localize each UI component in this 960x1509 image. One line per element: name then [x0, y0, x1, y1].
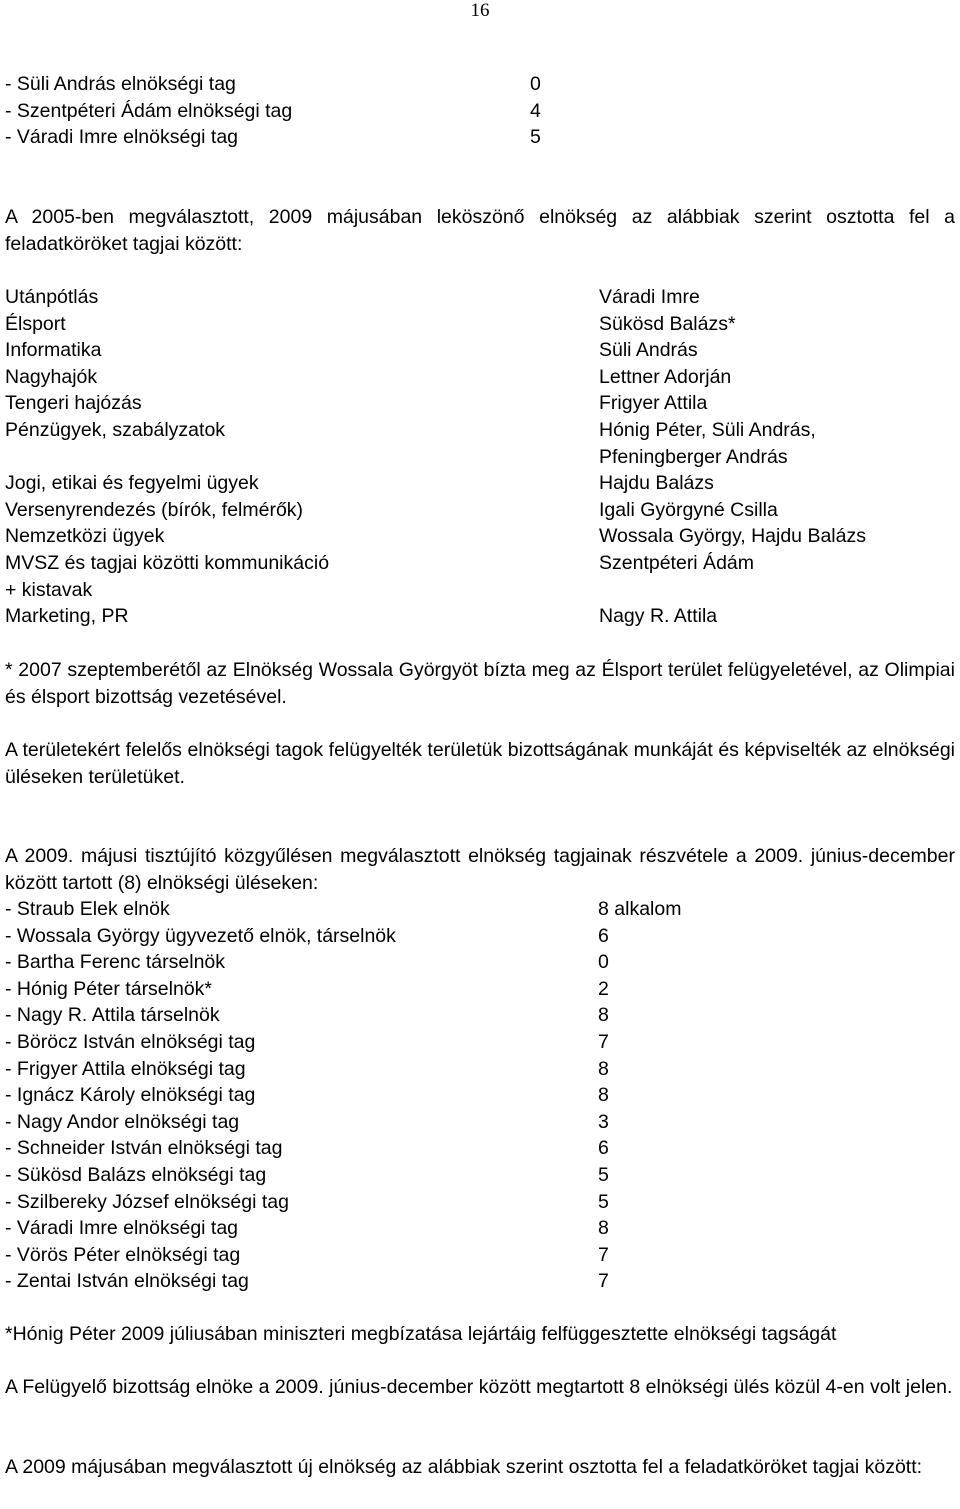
duty-person: Szentpéteri Ádám [599, 551, 755, 574]
duty-area [5, 444, 599, 471]
list-item [5, 1215, 955, 1242]
duty-person: Igali Györgyné Csilla [599, 498, 778, 521]
duty-area: MVSZ és tagjai közötti kommunikáció [5, 551, 330, 574]
member-name: - Hónig Péter társelnök* [5, 977, 213, 1000]
duty-area: Nagyhajók [5, 365, 98, 388]
duty-area: Informatika [5, 339, 102, 362]
list-item [5, 124, 955, 151]
table-row [5, 364, 955, 391]
attendance-count: 6 [598, 924, 609, 947]
table-row [5, 337, 955, 364]
list-item [5, 98, 955, 125]
list-item [5, 71, 955, 98]
list-item [5, 1189, 955, 1216]
attendance-count: 8 alkalom [598, 898, 682, 920]
member-name: - Süli András elnökségi tag [5, 73, 236, 95]
list-item [5, 976, 955, 1003]
duty-area: + kistavak [5, 578, 93, 601]
attendance-list [5, 896, 955, 1295]
member-name: - Böröcz István elnökségi tag [5, 1030, 256, 1053]
table-row [5, 497, 955, 524]
duty-area: Marketing, PR [5, 605, 129, 628]
list-item [5, 1002, 955, 1029]
list-item [5, 1162, 955, 1189]
table-row [5, 550, 955, 577]
attendance-count: 8 [598, 1057, 609, 1080]
attendance-count: 8 [598, 1004, 609, 1027]
member-name: - Schneider István elnökségi tag [5, 1137, 283, 1160]
member-name: - Vörös Péter elnökségi tag [5, 1243, 241, 1266]
member-name: - Wossala György ügyvezető elnök, társelnök [5, 924, 396, 947]
vote-count: 5 [530, 126, 541, 149]
attendance-count: 5 [598, 1163, 609, 1186]
attendance-count: 6 [598, 1137, 609, 1160]
attendance-count: 8 [598, 1217, 609, 1240]
duty-person: Pfeningberger András [599, 445, 788, 468]
table-row [5, 577, 955, 604]
list-item [5, 1056, 955, 1083]
paragraph-new-board: A 2009 májusában megválasztott új elnökség az alábbiak szerint osztotta fel a feladatköröket tagjai között: [5, 1456, 923, 1478]
member-name: - Váradi Imre elnökségi tag [5, 126, 239, 149]
member-name: - Zentai István elnökségi tag [5, 1270, 249, 1293]
list-item [5, 1242, 955, 1269]
duty-person: Hónig Péter, Süli András, [599, 418, 816, 441]
member-name: - Nagy R. Attila társelnök [5, 1004, 220, 1027]
attendance-count: 7 [598, 1270, 609, 1293]
list-item [5, 1082, 955, 1109]
member-name: - Bartha Ferenc társelnök [5, 951, 226, 974]
duty-area: Pénzügyek, szabályzatok [5, 418, 226, 441]
paragraph-2009: A 2009. májusi tisztújító közgyűlésen megválasztott elnökség tagjainak részvétele a 2009. június-december között tartott (8) elnökségi üléseken: [5, 845, 955, 894]
paragraph-areas: A területekért felelős elnökségi tagok felügyelték területük bizottságának munkáját és képviselték az elnökségi üléseken területüket. [5, 739, 955, 788]
duties-table [5, 284, 955, 630]
vote-count: 4 [530, 99, 541, 122]
duty-area: Nemzetközi ügyek [5, 525, 165, 548]
note-2007: * 2007 szeptemberétől az Elnökség Wossala Györgyöt bízta meg az Élsport terület felügyeletével, az Olimpiai és élsport bizottság vezetésével. [5, 659, 955, 708]
list-item [5, 896, 955, 923]
paragraph-2005: A 2005-ben megválasztott, 2009 májusában leköszönő elnökség az alábbiak szerint osztotta fel a feladatköröket tagjai között: [5, 206, 955, 255]
member-name: - Straub Elek elnök [5, 898, 170, 920]
attendance-count: 7 [598, 1243, 609, 1266]
list-item [5, 1268, 955, 1295]
attendance-count: 8 [598, 1084, 609, 1107]
table-row [5, 390, 955, 417]
list-item [5, 1109, 955, 1136]
list-item [5, 1029, 955, 1056]
attendance-count: 2 [598, 977, 609, 1000]
duty-area: Élsport [5, 312, 66, 335]
duty-area: Versenyrendezés (bírók, felmérők) [5, 498, 304, 521]
member-name: - Sükösd Balázs elnökségi tag [5, 1163, 267, 1186]
attendance-count: 5 [598, 1190, 609, 1213]
member-name: - Nagy Andor elnökségi tag [5, 1110, 240, 1133]
table-row [5, 417, 955, 444]
duty-person: Nagy R. Attila [599, 605, 718, 628]
member-name: - Szentpéteri Ádám elnökségi tag [5, 99, 293, 122]
duty-person: Wossala György, Hajdu Balázs [599, 525, 866, 548]
member-name: - Váradi Imre elnökségi tag [5, 1217, 239, 1240]
member-name: - Frigyer Attila elnökségi tag [5, 1057, 246, 1080]
table-row [5, 444, 955, 471]
page-number: 16 [470, 0, 490, 21]
attendance-count: 0 [598, 951, 609, 974]
duty-area: Utánpótlás [5, 286, 99, 308]
duty-person: Sükösd Balázs* [599, 312, 736, 335]
duty-area: Tengeri hajózás [5, 392, 142, 415]
table-row [5, 603, 955, 630]
list-item [5, 923, 955, 950]
list-item [5, 1135, 955, 1162]
table-row [5, 284, 955, 311]
intro-votes-list [5, 71, 955, 151]
duty-person: Váradi Imre [599, 286, 700, 308]
attendance-count: 7 [598, 1030, 609, 1053]
list-item [5, 949, 955, 976]
vote-count: 0 [530, 73, 541, 95]
duty-person: Hajdu Balázs [599, 472, 714, 495]
paragraph-supervisory: A Felügyelő bizottság elnöke a 2009. június-december között megtartott 8 elnökségi ülés közül 4-en volt jelen. [5, 1376, 953, 1398]
duty-person: Süli András [599, 339, 698, 362]
member-name: - Szilbereky József elnökségi tag [5, 1190, 289, 1213]
duty-area: Jogi, etikai és fegyelmi ügyek [5, 472, 259, 495]
note-honig: *Hónig Péter 2009 júliusában miniszteri megbízatása lejártáig felfüggesztette elnökségi tagságát [5, 1323, 837, 1345]
table-row [5, 523, 955, 550]
attendance-count: 3 [598, 1110, 609, 1133]
duty-person: Frigyer Attila [599, 392, 708, 415]
duty-person: Lettner Adorján [599, 365, 732, 388]
member-name: - Ignácz Károly elnökségi tag [5, 1084, 256, 1107]
table-row [5, 470, 955, 497]
table-row [5, 311, 955, 338]
